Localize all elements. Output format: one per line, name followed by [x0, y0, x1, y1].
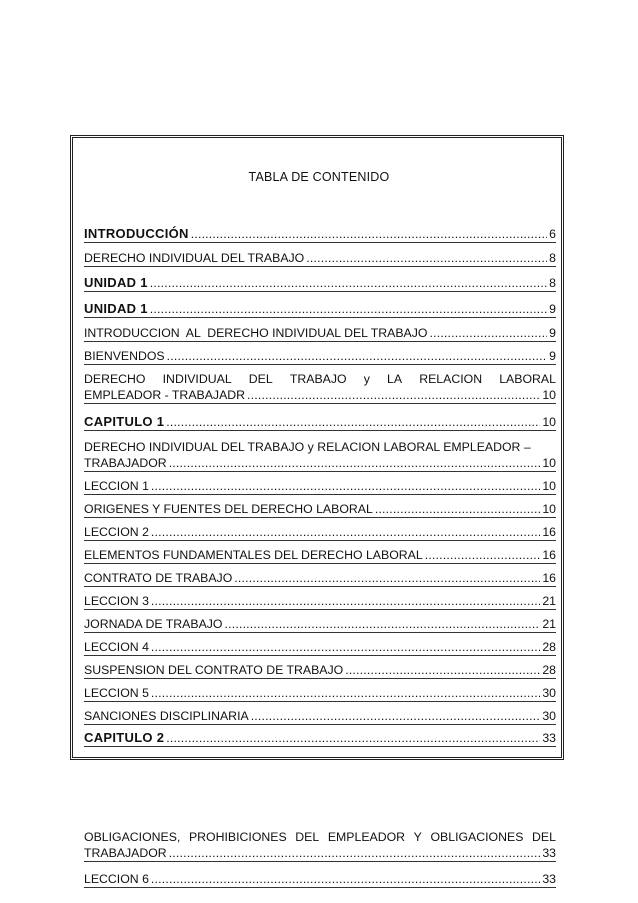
- toc-entry-page: 8: [549, 251, 556, 265]
- toc-entry-page: 10: [542, 456, 556, 470]
- toc-word: OBLIGACIONES,: [84, 830, 181, 844]
- toc-entry-title: BIENVENDOS: [84, 349, 165, 363]
- toc-entry-leccion-2[interactable]: [84, 524, 556, 541]
- toc-entry-title: LECCION 1: [84, 479, 149, 493]
- toc-entry-page: 10: [542, 502, 556, 516]
- toc-entry-page: 28: [542, 640, 556, 654]
- toc-word: EMPLEADOR: [327, 830, 406, 844]
- toc-entry-title: CAPITULO 2: [84, 730, 165, 745]
- toc-entry-page: 16: [542, 525, 556, 539]
- toc-entry-title: LECCION 6: [84, 872, 149, 886]
- toc-entry-page: 16: [542, 571, 556, 585]
- toc-entry-title: SANCIONES DISCIPLINARIA: [84, 709, 249, 723]
- toc-entry-page: 10: [542, 388, 556, 402]
- toc-entry-capitulo-1[interactable]: [84, 414, 556, 431]
- toc-title: TABLA DE CONTENIDO: [248, 170, 390, 184]
- toc-entry-bienvendos[interactable]: [84, 348, 556, 365]
- toc-entry-title: JORNADA DE TRABAJO: [84, 617, 223, 631]
- toc-entry-origenes[interactable]: [84, 501, 556, 518]
- toc-entry-page: 9: [549, 326, 556, 340]
- toc-entry-page: 30: [542, 686, 556, 700]
- toc-entry-title: LECCION 3: [84, 594, 149, 608]
- toc-entry-page: 28: [542, 663, 556, 677]
- toc-entry-page: 6: [549, 227, 556, 241]
- toc-entry-unidad-1b[interactable]: [84, 301, 556, 318]
- toc-word: y: [363, 372, 370, 386]
- toc-entry-page: 9: [549, 349, 556, 363]
- toc-entry-unidad-1[interactable]: [84, 275, 556, 292]
- toc-entry-title: TRABAJADOR: [84, 456, 167, 470]
- toc-entry-title: LECCION 4: [84, 640, 149, 654]
- toc-entry-leccion-3[interactable]: [84, 593, 556, 610]
- toc-entry-obligaciones[interactable]: [84, 829, 556, 862]
- toc-entry-title: DERECHO INDIVIDUAL DEL TRABAJO: [84, 251, 305, 265]
- toc-entry-page: 10: [542, 479, 556, 493]
- toc-entry-contrato[interactable]: [84, 570, 556, 587]
- toc-word: OBLIGACIONES: [430, 830, 524, 844]
- toc-entry-title: LECCION 2: [84, 525, 149, 539]
- toc-entry-capitulo-2[interactable]: [84, 730, 556, 747]
- toc-entry-introduccion[interactable]: [84, 226, 556, 243]
- toc-entry-title: UNIDAD 1: [84, 275, 148, 290]
- toc-entry-title: CAPITULO 1: [84, 414, 165, 429]
- toc-entry-title: SUSPENSION DEL CONTRATO DE TRABAJO: [84, 663, 344, 677]
- toc-entry-title: TRABAJADOR: [84, 846, 167, 860]
- toc-entry-title: ELEMENTOS FUNDAMENTALES DEL DERECHO LABORAL: [84, 548, 423, 562]
- toc-entry-leccion-1[interactable]: [84, 478, 556, 495]
- toc-entry-derecho-relacion[interactable]: [84, 371, 556, 404]
- toc-entry-page: 9: [549, 302, 556, 316]
- toc-entry-leccion-4[interactable]: [84, 639, 556, 656]
- toc-entry-title-line1: DERECHO INDIVIDUAL DEL TRABAJO y RELACION LABORAL EMPLEADOR –: [84, 440, 531, 454]
- toc-word: Y: [413, 830, 422, 844]
- toc-entry-sanciones[interactable]: [84, 708, 556, 725]
- toc-word: PROHIBICIONES: [188, 830, 287, 844]
- toc-entry-leccion-6[interactable]: [84, 871, 556, 888]
- toc-entry-title-line1: [84, 829, 556, 845]
- toc-word: DEL: [248, 372, 273, 386]
- toc-entry-title: CONTRATO DE TRABAJO: [84, 571, 233, 585]
- toc-entry-jornada[interactable]: [84, 616, 556, 633]
- toc-entry-page: 16: [542, 548, 556, 562]
- toc-word: LA: [387, 372, 403, 386]
- toc-word: INDIVIDUAL: [162, 372, 232, 386]
- toc-entry-suspension[interactable]: [84, 662, 556, 679]
- toc-entry-elementos[interactable]: [84, 547, 556, 564]
- toc-entry-page: 30: [542, 709, 556, 723]
- toc-entry-page: 33: [542, 872, 556, 886]
- toc-entry-page: 8: [549, 276, 556, 290]
- toc-word: RELACION: [419, 372, 483, 386]
- toc-entry-derecho-relacion-empleador[interactable]: [84, 439, 556, 472]
- toc-entry-title: ORIGENES Y FUENTES DEL DERECHO LABORAL: [84, 502, 373, 516]
- toc-word: DEL: [295, 830, 320, 844]
- toc-entry-leccion-5[interactable]: [84, 685, 556, 702]
- toc-word: LABORAL: [499, 372, 556, 386]
- toc-entry-title-line1: [84, 371, 556, 387]
- toc-entry-derecho-individual[interactable]: [84, 250, 556, 267]
- toc-entry-introduccion-derecho[interactable]: [84, 325, 556, 342]
- toc-entry-page: 10: [542, 415, 556, 429]
- toc-entry-title: UNIDAD 1: [84, 301, 148, 316]
- toc-word: TRABAJO: [289, 372, 347, 386]
- toc-word: DEL: [532, 830, 556, 844]
- toc-entry-page: 21: [542, 594, 556, 608]
- toc-entry-title: EMPLEADOR - TRABAJADR: [84, 388, 246, 402]
- toc-entry-title: LECCION 5: [84, 686, 149, 700]
- toc-entry-page: 33: [542, 846, 556, 860]
- toc-entry-page: 21: [542, 617, 556, 631]
- toc-entry-title: INTRODUCCION AL DERECHO INDIVIDUAL DEL TRABAJO: [84, 326, 428, 340]
- toc-word: DERECHO: [84, 372, 146, 386]
- toc-entry-page: 33: [542, 731, 556, 745]
- toc-entry-title: INTRODUCCIÓN: [84, 226, 189, 241]
